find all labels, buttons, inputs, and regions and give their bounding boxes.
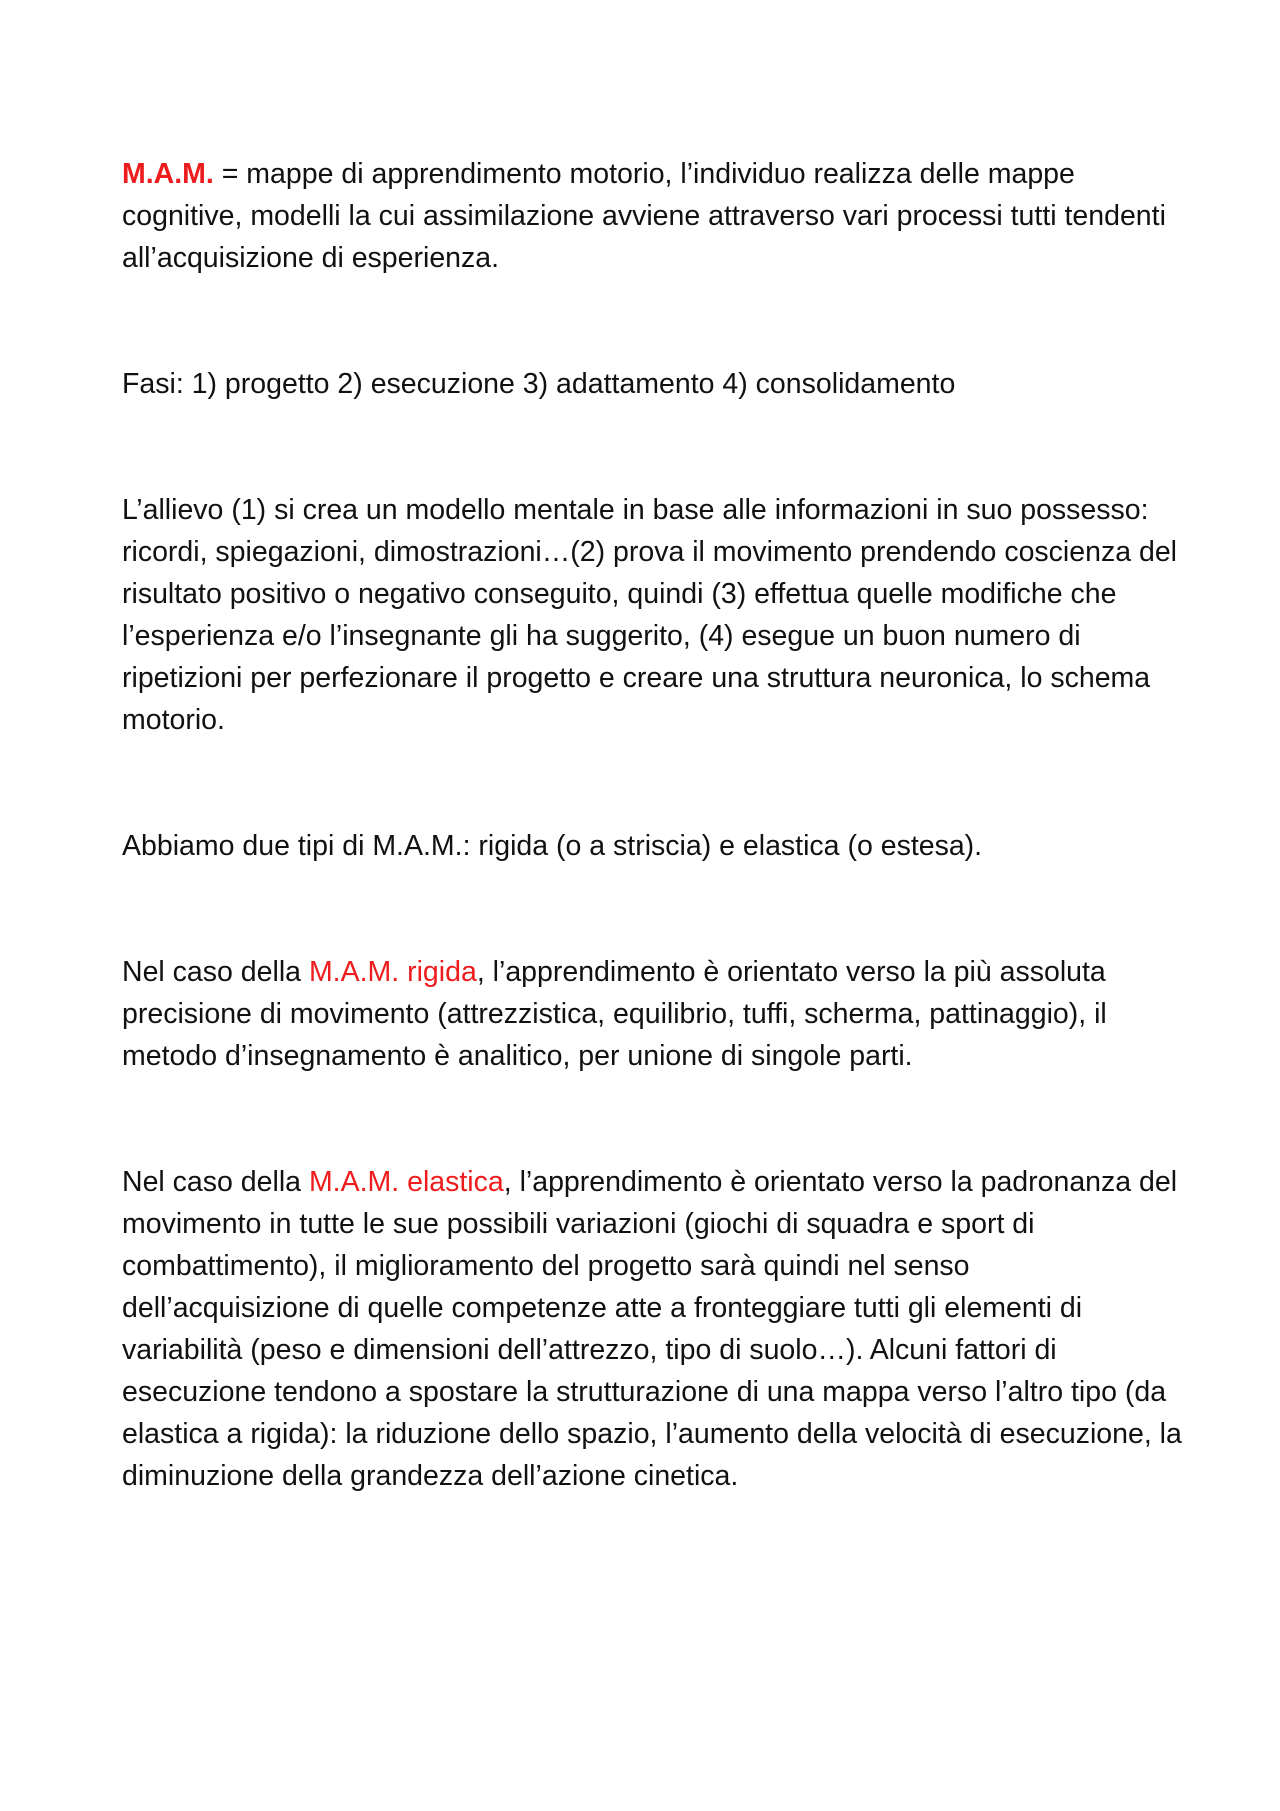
term-mam-elastica: M.A.M. elastica bbox=[308, 1166, 504, 1198]
paragraph-phases bbox=[122, 363, 1182, 405]
paragraph-elastic bbox=[122, 1161, 1182, 1497]
term-mam: M.A.M. bbox=[122, 158, 214, 190]
paragraph-rigid bbox=[122, 951, 1182, 1077]
term-mam-rigida: M.A.M. rigida bbox=[308, 956, 477, 988]
definition-text: = mappe di apprendimento motorio, l’individuo realizza delle mappe cognitive, modelli la cui assimilazione avviene attraverso vari processi tutti tendenti all’acquisizione di esperienza. bbox=[122, 158, 1166, 274]
paragraph-definition bbox=[122, 153, 1182, 279]
document-body bbox=[122, 153, 1182, 1497]
paragraph-types bbox=[122, 825, 1182, 867]
student-process-text: L’allievo (1) si crea un modello mentale in base alle informazioni in suo possesso: ricordi, spiegazioni, dimostrazioni…(2) prova il movimento prendendo coscienza del risultato positivo o negativo conseguito, quindi (3) effettua quelle modifiche che l’esperienza e/o l’insegnante gli ha suggerito, (4) esegue un buon numero di ripetizioni per perfezionare il progetto e creare una struttura neuronica, lo schema motorio. bbox=[122, 494, 1178, 736]
types-text: Abbiamo due tipi di M.A.M.: rigida (o a striscia) e elastica (o estesa). bbox=[122, 830, 983, 862]
elastic-before: Nel caso della bbox=[122, 1166, 309, 1198]
rigid-after: , l’apprendimento è orientato verso la più assoluta precisione di movimento (attrezzistica, equilibrio, tuffi, scherma, pattinaggio), il metodo d’insegnamento è analitico, per unione di singole parti. bbox=[122, 956, 1107, 1072]
elastic-after: , l’apprendimento è orientato verso la padronanza del movimento in tutte le sue possibili variazioni (giochi di squadra e sport di combattimento), il miglioramento del progetto sarà quindi nel senso dell’acquisizione di quelle competenze atte a fronteggiare tutti gli elementi di variabilità (peso e dimensioni dell’attrezzo, tipo di suolo…). Alcuni fattori di esecuzione tendono a spostare la strutturazione di una mappa verso l’altro tipo (da elastica a rigida): la riduzione dello spazio, l’aumento della velocità di esecuzione, la diminuzione della grandezza dell’azione cinetica. bbox=[122, 1166, 1182, 1492]
paragraph-student-process bbox=[122, 489, 1182, 741]
phases-text: Fasi: 1) progetto 2) esecuzione 3) adattamento 4) consolidamento bbox=[122, 368, 956, 400]
rigid-before: Nel caso della bbox=[122, 956, 309, 988]
